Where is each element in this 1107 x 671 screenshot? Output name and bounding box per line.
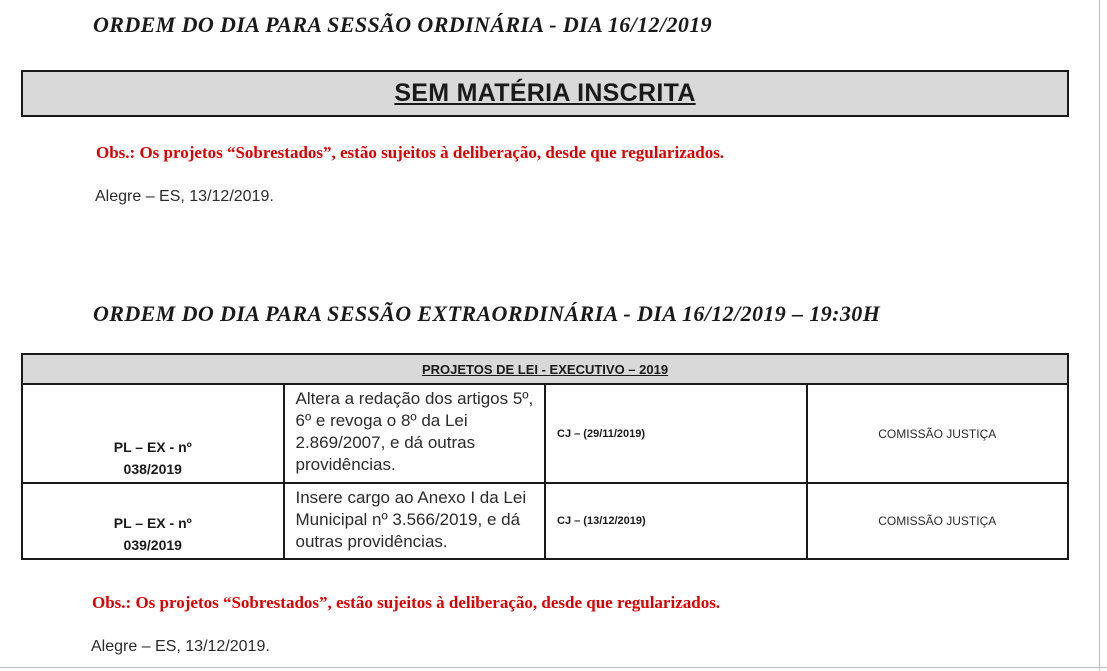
bill-id-cell [22,483,284,559]
page-edge-bottom [0,667,1107,668]
page-edge-right [1099,0,1100,671]
ordinary-session-place-date: Alegre – ES, 13/12/2019. [95,188,274,205]
extraordinary-session-title: ORDEM DO DIA PARA SESSÃO EXTRAORDINÁRIA - DIA 16/12/2019 – 19:30H [93,301,881,326]
no-matter-banner-text: SEM MATÉRIA INSCRITA [394,79,696,107]
bills-table-header: PROJETOS DE LEI - EXECUTIVO – 2019 [22,354,1068,384]
table-row [22,483,1068,559]
bill-id-label: PL – EX - nº [113,515,192,531]
bill-description: Insere cargo ao Anexo I da Lei Municipal nº 3.566/2019, e dá outras providências. [284,483,546,559]
bill-id-cell [22,384,284,483]
bills-table [21,353,1069,560]
bill-id-number: 038/2019 [123,461,182,477]
ordinary-session-note: Obs.: Os projetos “Sobrestados”, estão sujeitos à deliberação, desde que regularizados. [96,143,725,162]
ordinary-session-title: ORDEM DO DIA PARA SESSÃO ORDINÁRIA - DIA 16/12/2019 [93,12,713,37]
bill-description: Altera a redação dos artigos 5º, 6º e revoga o 8º da Lei 2.869/2007, e dá outras providências. [284,384,546,483]
bill-committee-date: CJ – (29/11/2019) [545,384,807,483]
bill-id-label: PL – EX - nº [113,439,192,455]
extraordinary-session-place-date: Alegre – ES, 13/12/2019. [91,638,270,655]
no-matter-banner [21,70,1069,117]
bill-committee: COMISSÃO JUSTIÇA [807,384,1069,483]
bill-committee-date: CJ – (13/12/2019) [545,483,807,559]
bill-committee: COMISSÃO JUSTIÇA [807,483,1069,559]
bill-id-number: 039/2019 [123,537,182,553]
bills-table-header-row [22,354,1068,384]
table-row [22,384,1068,483]
extraordinary-session-note: Obs.: Os projetos “Sobrestados”, estão sujeitos à deliberação, desde que regularizados. [92,593,721,612]
